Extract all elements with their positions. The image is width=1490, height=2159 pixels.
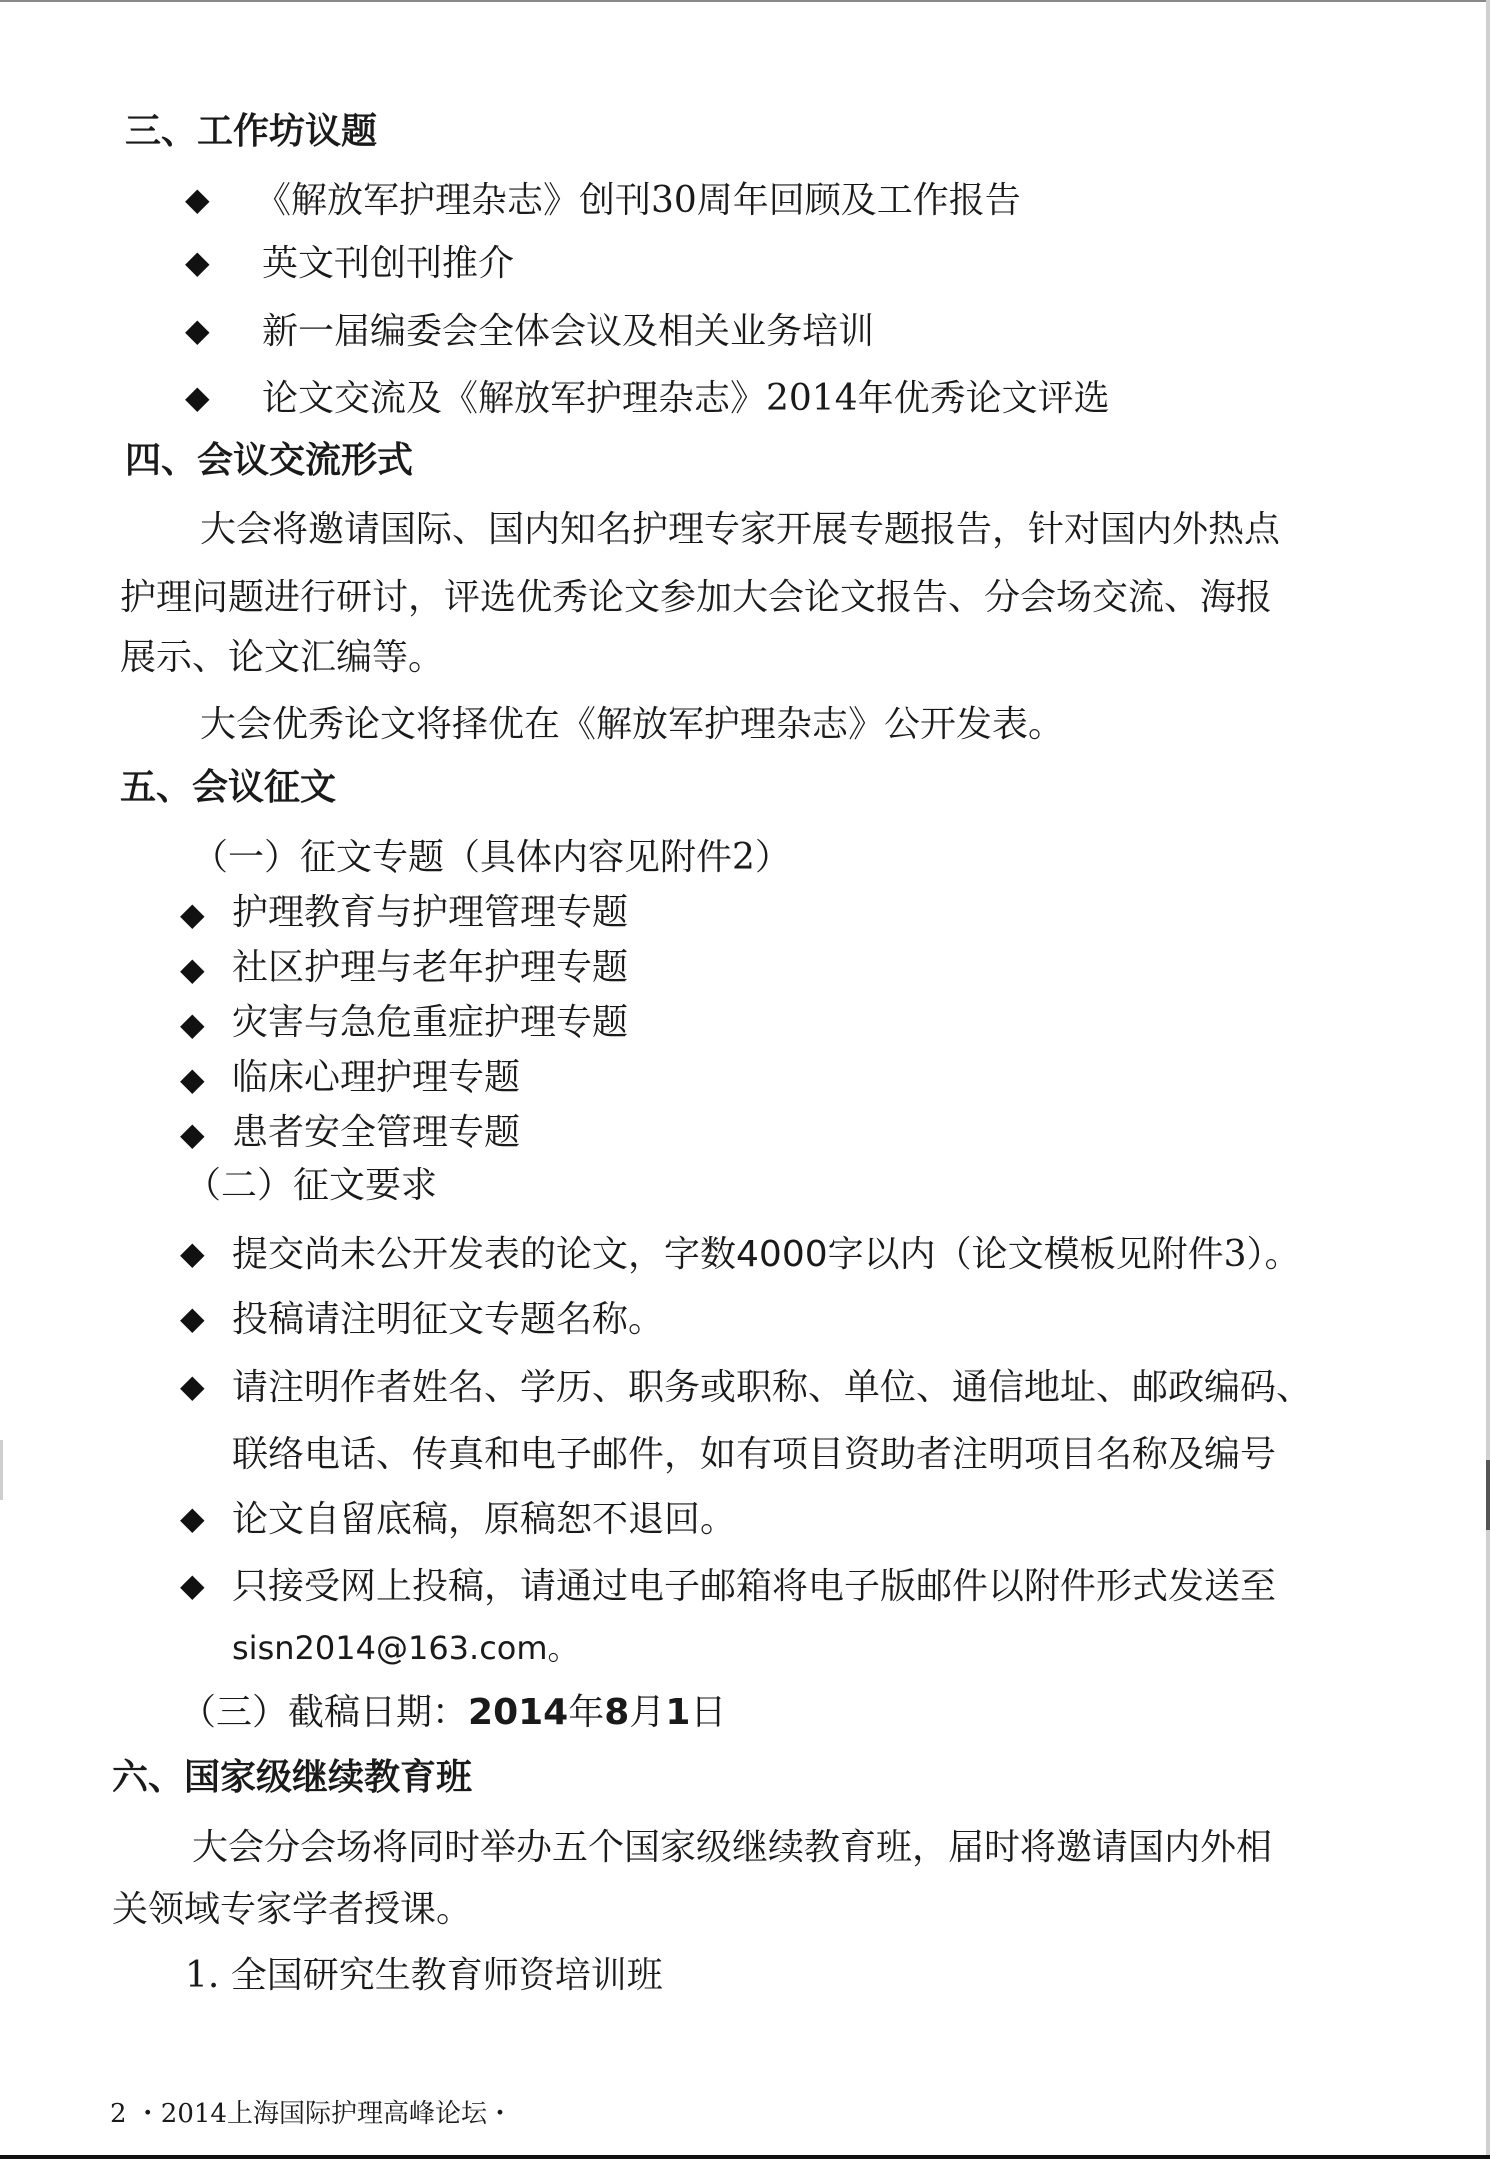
requirement-5-line1: 只接受网上投稿，请通过电子邮箱将电子版邮件以附件形式发送至 <box>232 1566 1277 1607</box>
sec4-para2: 大会优秀论文将择优在《解放军护理杂志》公开发表。 <box>200 704 1065 745</box>
sec5-sub1: （一）征文专题（具体内容见附件2） <box>192 837 791 878</box>
page-footer: 2 ・2014上海国际护理高峰论坛・ <box>110 2099 513 2129</box>
requirement-1: 提交尚未公开发表的论文，字数4000字以内（论文模板见附件3）。 <box>232 1234 1301 1275</box>
submission-email: sisn2014@163.com。 <box>232 1629 580 1667</box>
sec4-para1-line1: 大会将邀请国际、国内知名护理专家开展专题报告，针对国内外热点 <box>200 509 1281 550</box>
sec5-sub2: （二）征文要求 <box>185 1165 438 1206</box>
topic-item-5: 患者安全管理专题 <box>232 1112 521 1153</box>
sec6-item-1: 1. 全国研究生教育师资培训班 <box>185 1955 663 1996</box>
bullet-diamond-icon: ◆ <box>180 1499 205 1537</box>
sec4-para1-line3: 展示、论文汇编等。 <box>120 637 445 678</box>
bullet-diamond-icon: ◆ <box>180 1234 205 1272</box>
bullet-diamond-icon: ◆ <box>180 1115 205 1153</box>
bullet-diamond-icon: ◆ <box>185 180 210 218</box>
bullet-diamond-icon: ◆ <box>185 243 210 281</box>
topic-item-4: 临床心理护理专题 <box>232 1057 521 1098</box>
section3-heading: 三、工作坊议题 <box>125 111 378 152</box>
bullet-diamond-icon: ◆ <box>180 1367 205 1405</box>
scan-mark-right <box>1486 1460 1490 1530</box>
topic-item-1: 护理教育与护理管理专题 <box>232 892 629 933</box>
sec6-para-line2: 关领域专家学者授课。 <box>112 1889 473 1930</box>
bullet-diamond-icon: ◆ <box>180 895 205 933</box>
bullet-diamond-icon: ◆ <box>180 1060 205 1098</box>
requirement-4: 论文自留底稿，原稿恕不退回。 <box>232 1499 737 1540</box>
sec3-item-3: 新一届编委会全体会议及相关业务培训 <box>262 311 875 352</box>
deadline: （三）截稿日期：2014年8月1日 <box>180 1692 727 1733</box>
section4-heading: 四、会议交流形式 <box>125 440 414 481</box>
page-right-edge <box>1486 0 1490 2159</box>
topic-item-3: 灾害与急危重症护理专题 <box>232 1002 629 1043</box>
bullet-diamond-icon: ◆ <box>180 1299 205 1337</box>
bullet-diamond-icon: ◆ <box>180 1005 205 1043</box>
sec3-item-1: 《解放军护理杂志》创刊30周年回顾及工作报告 <box>255 180 1021 221</box>
section5-heading: 五、会议征文 <box>120 767 337 808</box>
sec3-item-4: 论文交流及《解放军护理杂志》2014年优秀论文评选 <box>262 378 1110 419</box>
topic-item-2: 社区护理与老年护理专题 <box>232 947 629 988</box>
sec6-para-line1: 大会分会场将同时举办五个国家级继续教育班，届时将邀请国内外相 <box>192 1827 1273 1868</box>
sec4-para1-line2: 护理问题进行研讨，评选优秀论文参加大会论文报告、分会场交流、海报 <box>120 577 1273 618</box>
section6-heading: 六、国家级继续教育班 <box>112 1757 473 1798</box>
bullet-diamond-icon: ◆ <box>185 378 210 416</box>
sec3-item-2: 英文刊创刊推介 <box>262 243 515 284</box>
scan-mark-left <box>0 1440 3 1500</box>
bullet-diamond-icon: ◆ <box>185 311 210 349</box>
requirement-2: 投稿请注明征文专题名称。 <box>232 1299 665 1340</box>
page-bottom-edge <box>0 2155 1490 2159</box>
bullet-diamond-icon: ◆ <box>180 1566 205 1604</box>
bullet-diamond-icon: ◆ <box>180 950 205 988</box>
requirement-3-line2: 联络电话、传真和电子邮件，如有项目资助者注明项目名称及编号 <box>232 1434 1277 1475</box>
page-top-edge <box>0 0 1490 8</box>
requirement-3-line1: 请注明作者姓名、学历、职务或职称、单位、通信地址、邮政编码、 <box>232 1367 1313 1408</box>
